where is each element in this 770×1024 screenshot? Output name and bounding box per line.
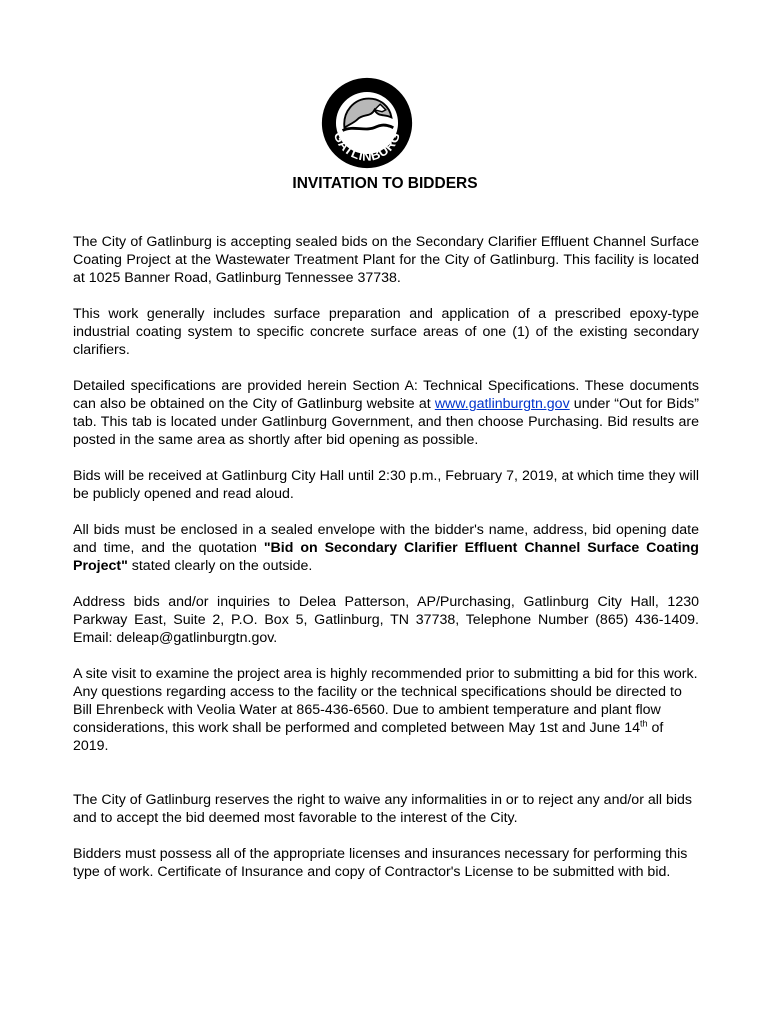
- specifications-text-before: Detailed specifications are provided herein Section A: Technical Specifications. These documents can also be obtained on the City of Gatlinburg website at: [73, 378, 699, 412]
- specifications-text-after: under “Out for Bids” tab. This tab is located under Gatlinburg Government, and then choose Purchasing. Bid results are posted in the same area as shortly after bid opening as possible.: [73, 396, 699, 448]
- quotation-bold-text: "Bid on Secondary Clarifier Effluent Channel Surface Coating Project": [73, 540, 699, 574]
- gatlinburg-logo: [320, 76, 414, 170]
- page-title: INVITATION TO BIDDERS: [292, 175, 478, 192]
- ordinal-superscript: th: [640, 718, 648, 729]
- paragraph-site-visit: [73, 665, 699, 755]
- website-link[interactable]: www.gatlinburgtn.gov: [434, 396, 570, 412]
- paragraph-specifications: [73, 377, 699, 449]
- paragraph-project-intro: The City of Gatlinburg is accepting sealed bids on the Secondary Clarifier Effluent Channel Surface Coating Project at the Wastewater Treatment Plant for the City of Gatlinburg. This facility is located at 1025 Banner Road, Gatlinburg Tennessee 37738.: [73, 234, 699, 286]
- site-visit-text: A site visit to examine the project area is highly recommended prior to submitting a bid for this work. Any questions regarding access to the facility or the technical specifications should be directed to Bill Ehrenbeck with Veolia Water at 865-436-6560. Due to ambient temperature and plant flow considerations, this work shall be performed and completed between May 1st and June 14: [73, 666, 698, 736]
- envelope-text-after: stated clearly on the outside.: [127, 558, 313, 574]
- logo-text: GATLINBURG: [330, 129, 404, 164]
- paragraph-bid-deadline: Bids will be received at Gatlinburg City Hall until 2:30 p.m., February 7, 2019, at which time they will be publicly opened and read aloud.: [73, 468, 699, 502]
- paragraph-scope-of-work: This work generally includes surface preparation and application of a prescribed epoxy-type industrial coating system to specific concrete surface areas of one (1) of the existing secondary clarifiers.: [73, 306, 699, 358]
- paragraph-inquiries-contact: Address bids and/or inquiries to Delea Patterson, AP/Purchasing, Gatlinburg City Hall, 1230 Parkway East, Suite 2, P.O. Box 5, Gatlinburg, TN 37738, Telephone Number (865) 436-1409. Email: deleap@gatlinburgtn.gov.: [73, 594, 699, 646]
- document-body: [73, 233, 699, 899]
- site-visit-text-end: of 2019.: [73, 720, 664, 754]
- paragraph-licenses-insurance: Bidders must possess all of the appropriate licenses and insurances necessary for performing this type of work. Certificate of Insurance and copy of Contractor's License to be submitted with bid.: [73, 846, 688, 880]
- paragraph-reservation-of-rights: The City of Gatlinburg reserves the right to waive any informalities in or to reject any and/or all bids and to accept the bid deemed most favorable to the interest of the City.: [73, 792, 693, 826]
- envelope-text-before: All bids must be enclosed in a sealed envelope with the bidder's name, address, bid opening date and time, and the quotation: [73, 522, 699, 556]
- paragraph-envelope-requirements: [73, 521, 699, 575]
